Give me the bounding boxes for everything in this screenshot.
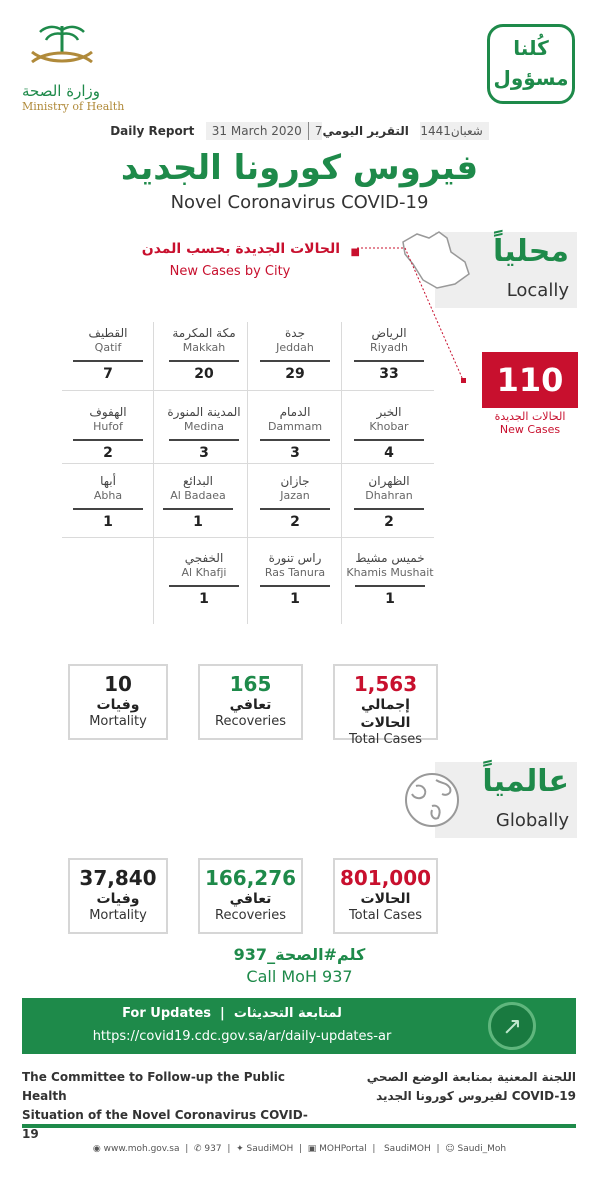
grid-divider [62,537,434,538]
local-recoveries-value: 165 [229,672,272,696]
city-name-en: Al Khafji [181,566,227,579]
global-total-en: Total Cases [348,908,423,923]
footer-website[interactable]: www.moh.gov.sa [103,1144,180,1154]
city-cell [347,474,431,530]
city-name-ar: الخفجي [184,551,224,565]
page-title-ar: فيروس كورونا الجديد [120,148,479,188]
city-value: 3 [199,445,209,461]
global-total-value: 801,000 [339,866,432,890]
city-name-en: Jeddah [276,341,314,354]
new-cases-label-en: New Cases [499,423,561,436]
city-value: 1 [193,514,203,530]
grid-divider [62,390,434,391]
city-value: 7 [103,366,113,382]
report-label-ar: التقرير اليومي [322,124,409,138]
city-name-en: Khobar [369,420,409,433]
local-recoveries-ar: تعافي [229,697,272,713]
city-cell [253,551,337,607]
city-name-en: Makkah [182,341,226,354]
global-recoveries-value: 166,276 [204,866,297,890]
city-cell [156,474,240,530]
committee-ar-line2: لفيروس كورونا الجديد COVID-19 [376,1089,576,1103]
global-recoveries-card [198,858,303,934]
city-cell [347,405,431,461]
city-name-ar: راس تنورة [268,551,322,565]
city-value: 1 [103,514,113,530]
updates-label: For Updates | لمتابعة التحديثات [122,1006,342,1021]
city-name-ar: الرياض [371,326,407,340]
global-mortality-card [68,858,168,934]
city-name-ar: المدينة المنورة [167,405,241,419]
kulna-line2: مسؤول [493,66,569,90]
city-cell [66,326,150,382]
local-recoveries-card [198,664,303,740]
local-total-cases-card [333,664,438,747]
city-value: 3 [290,445,300,461]
global-section-en: Globally [495,810,569,831]
grid-divider [62,463,434,464]
globe-icon [402,770,462,830]
city-name-en: Dammam [267,420,323,433]
city-value: 1 [199,591,209,607]
local-mortality-card [68,664,168,740]
report-line [0,124,599,138]
local-mortality-ar: وفيات [96,697,140,713]
city-value: 1 [290,591,300,607]
by-city-en: New Cases by City [169,264,291,279]
report-label-en: Daily Report [110,124,195,138]
kulna-masool-logo [487,24,575,104]
committee-ar-line1: اللجنة المعنية بمتابعة الوضع الصحي [366,1070,576,1084]
local-total-ar: إجمالي الحالات [360,697,411,731]
city-name-en: Qatif [94,341,122,354]
city-name-en: Medina [183,420,224,433]
by-city-ar: الحالات الجديدة بحسب المدن [141,241,340,257]
city-cell [66,405,150,461]
footer-snap[interactable]: Saudi_Moh [457,1144,507,1154]
city-cell [253,326,337,382]
local-section-ar: محلياً [493,234,569,269]
local-total-value: 1,563 [353,672,418,696]
updates-label-ar: لمتابعة التحديثات [233,1006,342,1021]
local-total-en: Total Cases [348,732,423,747]
globe-small-icon: ◉ [92,1144,101,1154]
footer-divider [22,1124,576,1128]
city-cell [347,326,431,382]
city-name-en: Ras Tanura [264,566,326,579]
updates-label-en: For Updates [122,1006,211,1021]
city-name-ar: الظهران [368,474,410,488]
city-name-ar: الهفوف [89,405,127,419]
footer-links: ◉ www.moh.gov.sa | ✆ 937 | ✦ SaudiMOH | ▣ MOHPortal | SaudiMOH | ☺ Saudi_Moh [92,1144,507,1154]
city-cell [253,474,337,530]
city-name-ar: الخبر [376,405,402,419]
city-value: 29 [285,366,305,382]
city-name-en: Jazan [280,489,310,502]
city-name-en: Hufof [93,420,123,433]
report-date-greg: 31 March 2020 [206,122,308,140]
grid-divider [341,322,342,624]
call-hashtag-ar: كلم#الصحة_937 [233,945,366,964]
twitter-icon: ✦ [236,1144,244,1154]
grid-divider [247,322,248,624]
city-value: 2 [384,514,394,530]
page-title-en: Novel Coronavirus COVID-19 [170,192,429,213]
local-mortality-en: Mortality [89,714,147,729]
city-name-en: Al Badaea [170,489,226,502]
footer-phone[interactable]: 937 [204,1144,222,1154]
city-cell [160,405,248,461]
city-name-ar: البدائع [183,474,213,488]
city-name-ar: أبها [100,474,116,488]
global-total-ar: الحالات [360,891,411,907]
city-name-ar: مكة المكرمة [172,326,236,340]
city-value: 20 [194,366,214,382]
city-name-en: Riyadh [370,341,408,354]
city-name-ar: الدمام [279,405,311,419]
phone-icon: ✆ [193,1144,202,1154]
city-name-ar: جدة [284,326,305,340]
global-mortality-ar: وفيات [96,891,140,907]
snapchat-icon: ☺ [445,1144,455,1154]
city-name-en: Abha [93,489,123,502]
palm-swords-icon [22,22,102,72]
grid-divider [153,322,154,624]
new-cases-value: 110 [482,352,578,408]
global-mortality-en: Mortality [89,908,147,923]
arrow-up-right-icon: ↗ [488,1002,536,1050]
city-cell [162,326,246,382]
city-name-ar: خميس مشيط [355,551,425,565]
new-cases-label [472,410,588,436]
moh-name-en: Ministry of Health [22,100,125,113]
committee-ar [300,1068,576,1106]
city-cell [66,474,150,530]
updates-url-link[interactable]: https://covid19.cdc.gov.sa/ar/daily-updates-ar [92,1029,392,1044]
local-section-en: Locally [506,280,569,301]
city-value: 33 [379,366,399,382]
moh-logo [22,22,132,113]
global-section-ar: عالمياً [482,764,569,799]
city-cell [343,551,437,607]
report-date-hijri: 7شعبان1441 [308,122,489,140]
city-name-en: Dhahran [365,489,413,502]
global-recoveries-en: Recoveries [215,908,286,923]
city-value: 1 [385,591,395,607]
footer-twitter2[interactable]: SaudiMOH [383,1144,431,1154]
city-name-ar: جازان [280,474,310,488]
portal-icon: ▣ [307,1144,317,1154]
local-recoveries-en: Recoveries [215,714,286,729]
city-name-ar: القطيف [88,326,128,340]
new-cases-label-ar: الحالات الجديدة [494,410,566,423]
city-cell [253,405,337,461]
city-value: 2 [103,445,113,461]
moh-name-ar: وزارة الصحة [22,82,100,100]
global-total-cases-card [333,858,438,934]
footer-portal[interactable]: MOHPortal [319,1144,367,1154]
kulna-line1: كُلنا [513,36,549,60]
local-mortality-value: 10 [104,672,132,696]
footer-twitter[interactable]: SaudiMOH [246,1144,294,1154]
city-value: 2 [290,514,300,530]
global-recoveries-ar: تعافي [229,891,272,907]
bullet-icon: ■ [350,247,360,258]
city-cell [162,551,246,607]
committee-en-line2: Situation of the Novel Coronavirus COVID-19 [22,1108,308,1141]
committee-en [22,1068,312,1144]
city-value: 4 [384,445,394,461]
call-moh-en: Call MoH 937 [246,967,353,986]
updates-banner[interactable] [22,998,576,1054]
global-mortality-value: 37,840 [79,866,157,890]
city-name-en: Khamis Mushait [346,566,434,579]
committee-en-line1: The Committee to Follow-up the Public Health [22,1070,285,1103]
